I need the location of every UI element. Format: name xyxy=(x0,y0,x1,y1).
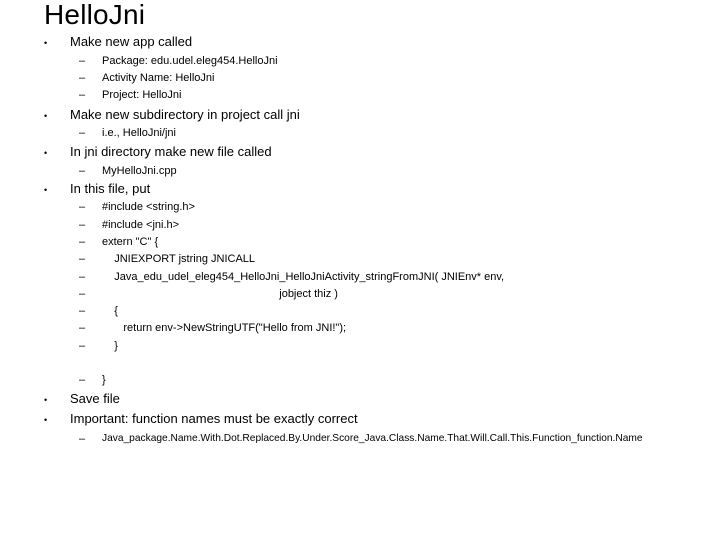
bullet-marker: • xyxy=(44,395,48,405)
code-line: JNIEXPORT jstring JNICALL xyxy=(102,253,256,265)
code-line: { xyxy=(102,305,118,317)
code-line: #include <jni.h> xyxy=(102,219,180,231)
dash-marker: – xyxy=(79,340,86,352)
dash-marker: – xyxy=(79,433,86,445)
dash-marker: – xyxy=(79,236,86,248)
subitem-project: Project: HelloJni xyxy=(102,89,182,101)
code-line: #include <string.h> xyxy=(102,201,195,213)
code-line: } xyxy=(102,340,118,352)
subitem-package: Package: edu.udel.eleg454.HelloJni xyxy=(102,55,278,67)
dash-marker: – xyxy=(79,288,86,300)
dash-marker: – xyxy=(79,55,86,67)
dash-marker: – xyxy=(79,127,86,139)
bullet-marker: • xyxy=(44,415,48,425)
code-line: } xyxy=(102,374,106,386)
bullet-marker: • xyxy=(44,148,48,158)
subitem-naming-pattern: Java_package.Name.With.Dot.Replaced.By.Under.Score_Java.Class.Name.That.Will.Call.This.Function_function.Name xyxy=(102,433,643,444)
subitem-filename: MyHelloJni.cpp xyxy=(102,165,177,177)
code-line: jobject thiz ) xyxy=(102,288,338,300)
dash-marker: – xyxy=(79,219,86,231)
code-line: Java_edu_udel_eleg454_HelloJni_HelloJniActivity_stringFromJNI( JNIEnv* env, xyxy=(102,271,505,283)
dash-marker: – xyxy=(79,253,86,265)
bullet-save-file: Save file xyxy=(70,391,120,406)
dash-marker: – xyxy=(79,305,86,317)
bullet-in-this-file: In this file, put xyxy=(70,181,151,196)
bullet-marker: • xyxy=(44,38,48,48)
bullet-important-note: Important: function names must be exactly correct xyxy=(70,411,358,426)
code-line: return env->NewStringUTF("Hello from JNI!"); xyxy=(102,322,347,334)
subitem-activity-name: Activity Name: HelloJni xyxy=(102,72,215,84)
bullet-make-subdirectory: Make new subdirectory in project call jni xyxy=(70,107,300,122)
bullet-marker: • xyxy=(44,185,48,195)
slide-title: HelloJni xyxy=(44,0,146,30)
dash-marker: – xyxy=(79,72,86,84)
bullet-marker: • xyxy=(44,111,48,121)
dash-marker: – xyxy=(79,322,86,334)
dash-marker: – xyxy=(79,201,86,213)
bullet-make-new-file: In jni directory make new file called xyxy=(70,144,272,159)
bullet-make-new-app: Make new app called xyxy=(70,34,193,49)
dash-marker: – xyxy=(79,271,86,283)
dash-marker: – xyxy=(79,165,86,177)
dash-marker: – xyxy=(79,89,86,101)
code-line: extern "C" { xyxy=(102,236,159,248)
dash-marker: – xyxy=(79,374,86,386)
subitem-jni-path: i.e., HelloJni/jni xyxy=(102,127,176,139)
